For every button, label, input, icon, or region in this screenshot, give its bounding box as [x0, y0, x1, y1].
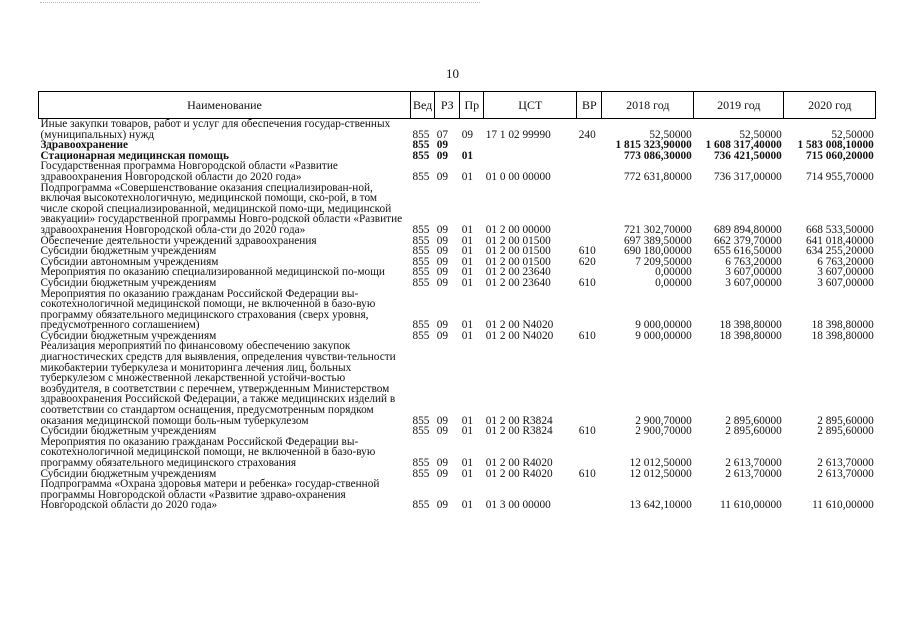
- cell-ved: 855: [412, 149, 430, 162]
- cell-y2018: 773 086,30000: [624, 149, 692, 162]
- header-rz: РЗ: [435, 92, 460, 119]
- cell-y2019: 11 610,00000: [720, 499, 782, 512]
- cell-rz: 09: [436, 170, 449, 183]
- cell-rz: 09: [436, 457, 449, 469]
- cell-y2019: 2 613,70000: [725, 457, 782, 469]
- cell-y2019: 52,50000: [739, 128, 782, 141]
- cell-y2018: 690 180,00000: [624, 245, 692, 258]
- cell-y2019: 2 895,60000: [725, 425, 782, 438]
- cell-name: Субсидии бюджетным учреждениям: [40, 276, 217, 289]
- cell-y2018: 12 012,50000: [629, 457, 692, 469]
- cell-vr: 610: [578, 245, 596, 258]
- cell-ved: 855: [412, 128, 430, 141]
- cell-ved: 855: [412, 255, 430, 268]
- cell-y2020: 668 533,50000: [806, 223, 874, 236]
- cell-ved: 855: [412, 266, 430, 279]
- cell-y2020: 2 895,60000: [817, 425, 874, 438]
- cell-y2020: 714 955,70000: [806, 170, 874, 183]
- header-name: Наименование: [39, 92, 411, 119]
- cell-y2020: 18 398,80000: [811, 319, 874, 332]
- cell-vr: [577, 289, 602, 331]
- table-body: [39, 119, 876, 511]
- cell-cst: 01 2 00 01500: [485, 255, 551, 268]
- cell-rz: 09: [436, 425, 449, 438]
- cell-name: Субсидии бюджетным учреждениям: [40, 425, 217, 438]
- cell-y2019: 3 607,00000: [725, 266, 782, 279]
- cell-name: Стационарная медицинская помощь: [40, 149, 229, 162]
- cell-ved: 855: [412, 234, 430, 247]
- cell-rz: 09: [436, 467, 449, 480]
- cell-vr: 240: [578, 128, 596, 141]
- cell-vr: [577, 161, 602, 182]
- cell-ved: 855: [412, 319, 430, 332]
- table-row: [39, 479, 876, 511]
- cell-rz: 09: [436, 319, 449, 332]
- header-ved: Вед: [411, 92, 435, 119]
- cell-rz: 09: [436, 276, 449, 289]
- cell-y2019: 18 398,80000: [719, 329, 782, 342]
- budget-table: [38, 91, 876, 511]
- cell-rz: 09: [436, 245, 449, 258]
- cell-rz: 09: [436, 255, 449, 268]
- cell-cst: 01 2 00 R3824: [485, 414, 553, 427]
- cell-pr: 01: [461, 467, 474, 480]
- cell-y2018: 12 012,50000: [629, 467, 692, 480]
- cell-cst: 01 2 00 N4020: [485, 319, 554, 332]
- header-vr: ВР: [577, 92, 602, 119]
- cell-y2018: 772 631,80000: [624, 170, 692, 183]
- page-number: 10: [446, 66, 459, 81]
- cell-cst: 01 2 00 R4020: [485, 457, 553, 469]
- cell-y2018: 697 389,50000: [624, 234, 692, 247]
- cell-cst: 01 2 00 01500: [485, 245, 551, 258]
- cell-ved: 855: [412, 467, 430, 480]
- cell-rz: 09: [436, 329, 449, 342]
- cell-cst: 01 3 00 00000: [485, 499, 551, 512]
- cell-cst: 01 2 00 R4020: [485, 467, 553, 480]
- cell-cst: 17 1 02 99990: [485, 128, 551, 141]
- cell-y2019: 655 616,50000: [714, 245, 782, 258]
- cell-ved: 855: [412, 170, 430, 183]
- cell-y2019: 2 895,60000: [725, 414, 782, 427]
- cell-y2018: 0,00000: [655, 276, 692, 289]
- cell-y2020: 641 018,40000: [806, 234, 874, 247]
- cell-name: Здравоохранение: [40, 139, 129, 152]
- cell-y2020: 2 613,70000: [817, 457, 874, 469]
- cell-vr: 610: [578, 276, 596, 289]
- header-pr: Пр: [460, 92, 484, 119]
- cell-cst: 01 2 00 23640: [485, 266, 551, 279]
- cell-pr: 01: [461, 319, 474, 332]
- cell-y2018: 7 209,50000: [635, 255, 692, 268]
- cell-pr: 01: [461, 149, 474, 162]
- cell-y2020: 3 607,00000: [817, 266, 874, 279]
- cell-rz: 09: [436, 223, 449, 236]
- cell-rz: 09: [436, 139, 449, 152]
- cell-name: Подпрограмма «Совершенствование оказания специализирован-ной, включая высокотехнологичную, медицинской помощи, ско-рой, в том числе скорой специализированной, медицинской помо-щи, медицинской эвакуации» государственной программы Новго-родской области «Развитие здравоохранения Новгородской обла-сти до 2020 года»: [40, 181, 403, 236]
- cell-pr: 01: [461, 499, 474, 512]
- cell-y2020: 2 613,70000: [817, 467, 874, 480]
- cell-y2019: 6 763,20000: [725, 255, 782, 268]
- cell-ved: 855: [412, 414, 430, 427]
- cell-y2020: 52,50000: [831, 128, 874, 141]
- cell-name: Субсидии бюджетным учреждениям: [40, 329, 217, 342]
- table-row: [39, 437, 876, 469]
- cell-y2018: 0,00000: [655, 266, 692, 279]
- cell-pr: 01: [461, 255, 474, 268]
- cell-name: Государственная программа Новгородской области «Развитие здравоохранения Новгородской области до 2020 года»: [40, 160, 338, 183]
- cell-y2020: 1 583 008,10000: [797, 139, 874, 152]
- table-row: [39, 278, 876, 289]
- cell-rz: 09: [436, 266, 449, 279]
- cell-name: Субсидии автономным учреждениям: [40, 255, 219, 268]
- cell-cst: [484, 151, 577, 162]
- cell-y2019: 689 894,80000: [714, 223, 782, 236]
- cell-rz: 09: [436, 149, 449, 162]
- cell-vr: [577, 183, 602, 236]
- table-header-row: [39, 92, 876, 119]
- cell-y2020: 2 895,60000: [817, 414, 874, 427]
- cell-ved: 855: [412, 139, 430, 152]
- cell-y2018: 9 000,00000: [635, 319, 692, 332]
- cell-y2020: 18 398,80000: [811, 329, 874, 342]
- cell-name: Субсидии бюджетным учреждениям: [40, 467, 217, 480]
- cell-y2020: 6 763,20000: [817, 255, 874, 268]
- cell-ved: 855: [412, 276, 430, 289]
- cell-rz: 09: [436, 414, 449, 427]
- cell-vr: [577, 437, 602, 469]
- cell-name: Мероприятия по оказанию гражданам Российской Федерации вы-сокотехнологичной медицинской помощи, не включенной в базо-вую программу обязательного медицинского страхования (сверх уровня, предусмотренного соглашением): [40, 287, 376, 332]
- cell-y2018: 721 302,70000: [624, 223, 692, 236]
- cell-ved: 855: [412, 329, 430, 342]
- cell-ved: 855: [412, 499, 430, 512]
- cell-pr: 01: [461, 276, 474, 289]
- cell-vr: [577, 151, 602, 162]
- cell-vr: 610: [578, 329, 596, 342]
- cell-rz: 09: [436, 234, 449, 247]
- cell-y2018: 1 815 323,90000: [615, 139, 692, 152]
- cell-ved: 855: [412, 425, 430, 438]
- cell-name: Подпрограмма «Охрана здоровья матери и ребенка» государ-ственной программы Новгородской области «Развитие здраво-охранения Новгородской области до 2020 года»: [40, 478, 380, 512]
- cell-pr: 01: [461, 457, 474, 469]
- cell-cst: 01 0 00 00000: [485, 170, 551, 183]
- cell-y2019: 736 421,50000: [714, 149, 782, 162]
- cell-pr: 01: [461, 223, 474, 236]
- page-top-edge: [40, 2, 480, 4]
- cell-y2020: 11 610,00000: [812, 499, 874, 512]
- cell-y2018: 52,50000: [649, 128, 692, 141]
- cell-cst: 01 2 00 23640: [485, 276, 551, 289]
- cell-vr: [577, 140, 602, 151]
- cell-pr: 01: [461, 414, 474, 427]
- header-2018: 2018 год: [602, 92, 694, 119]
- cell-name: Мероприятия по оказанию специализированной медицинской по-мощи: [40, 266, 385, 279]
- cell-cst: 01 2 00 01500: [485, 234, 551, 247]
- header-2019: 2019 год: [694, 92, 784, 119]
- cell-y2018: 2 900,70000: [635, 425, 692, 438]
- cell-pr: 01: [461, 266, 474, 279]
- cell-y2018: 9 000,00000: [635, 329, 692, 342]
- cell-rz: 09: [436, 499, 449, 512]
- cell-ved: 855: [412, 223, 430, 236]
- header-2020: 2020 год: [784, 92, 876, 119]
- table-row: [39, 183, 876, 236]
- cell-vr: 610: [578, 467, 596, 480]
- cell-pr: 01: [461, 245, 474, 258]
- cell-pr: 01: [461, 425, 474, 438]
- cell-name: Обеспечение деятельности учреждений здравоохранения: [40, 234, 317, 247]
- table-row: [39, 119, 876, 141]
- cell-y2019: 1 608 317,40000: [705, 139, 782, 152]
- cell-name: Субсидии бюджетным учреждениям: [40, 245, 217, 258]
- cell-y2019: 2 613,70000: [725, 467, 782, 480]
- cell-y2019: 3 607,00000: [725, 276, 782, 289]
- cell-cst: 01 2 00 00000: [485, 223, 551, 236]
- table-row: [39, 341, 876, 426]
- cell-pr: 09: [461, 128, 474, 141]
- cell-y2018: 13 642,10000: [629, 499, 692, 512]
- cell-cst: [484, 140, 577, 151]
- cell-vr: 620: [578, 255, 596, 268]
- cell-vr: [577, 341, 602, 426]
- header-cst: ЦСТ: [484, 92, 577, 119]
- cell-y2020: 715 060,20000: [806, 149, 874, 162]
- cell-name: Мероприятия по оказанию гражданам Российской Федерации вы-сокотехнологичной медицинской помощи, не включенной в базо-вую программу обязательного медицинского страхования: [40, 435, 376, 469]
- cell-y2020: 3 607,00000: [817, 276, 874, 289]
- cell-y2019: 18 398,80000: [719, 319, 782, 332]
- cell-y2020: 634 255,20000: [806, 245, 874, 258]
- cell-ved: 855: [412, 457, 430, 469]
- cell-rz: 07: [436, 128, 449, 141]
- cell-cst: 01 2 00 N4020: [485, 329, 554, 342]
- cell-name: Иные закупки товаров, работ и услуг для обеспечения государ-ственных (муниципальных) нужд: [40, 118, 391, 141]
- cell-pr: 01: [461, 170, 474, 183]
- cell-pr: 01: [461, 329, 474, 342]
- cell-cst: 01 2 00 R3824: [485, 425, 553, 438]
- cell-y2019: 736 317,00000: [714, 170, 782, 183]
- table-row: [39, 289, 876, 331]
- cell-vr: 610: [578, 425, 596, 438]
- cell-vr: [577, 479, 602, 511]
- table-row: [39, 161, 876, 182]
- cell-name: Реализация мероприятий по финансовому обеспечению закупок диагностических средств для выявления, определения чувстви-тельности микобактерии туберкулеза и мониторинга лечения лиц, больных туберкулезом с множественной лекарственной устойчи-востью возбудителя, в соответствии с перечнем, утвержденным Министерством здравоохранения Российской Федерации, а также медицинских изделий в соответствии со стандартом оснащения, предусмотренным порядком оказания медицинской помощи боль-ным туберкулезом: [40, 340, 396, 427]
- cell-y2019: 662 379,70000: [714, 234, 782, 247]
- cell-y2018: 2 900,70000: [635, 414, 692, 427]
- cell-pr: 01: [461, 234, 474, 247]
- cell-ved: 855: [412, 245, 430, 258]
